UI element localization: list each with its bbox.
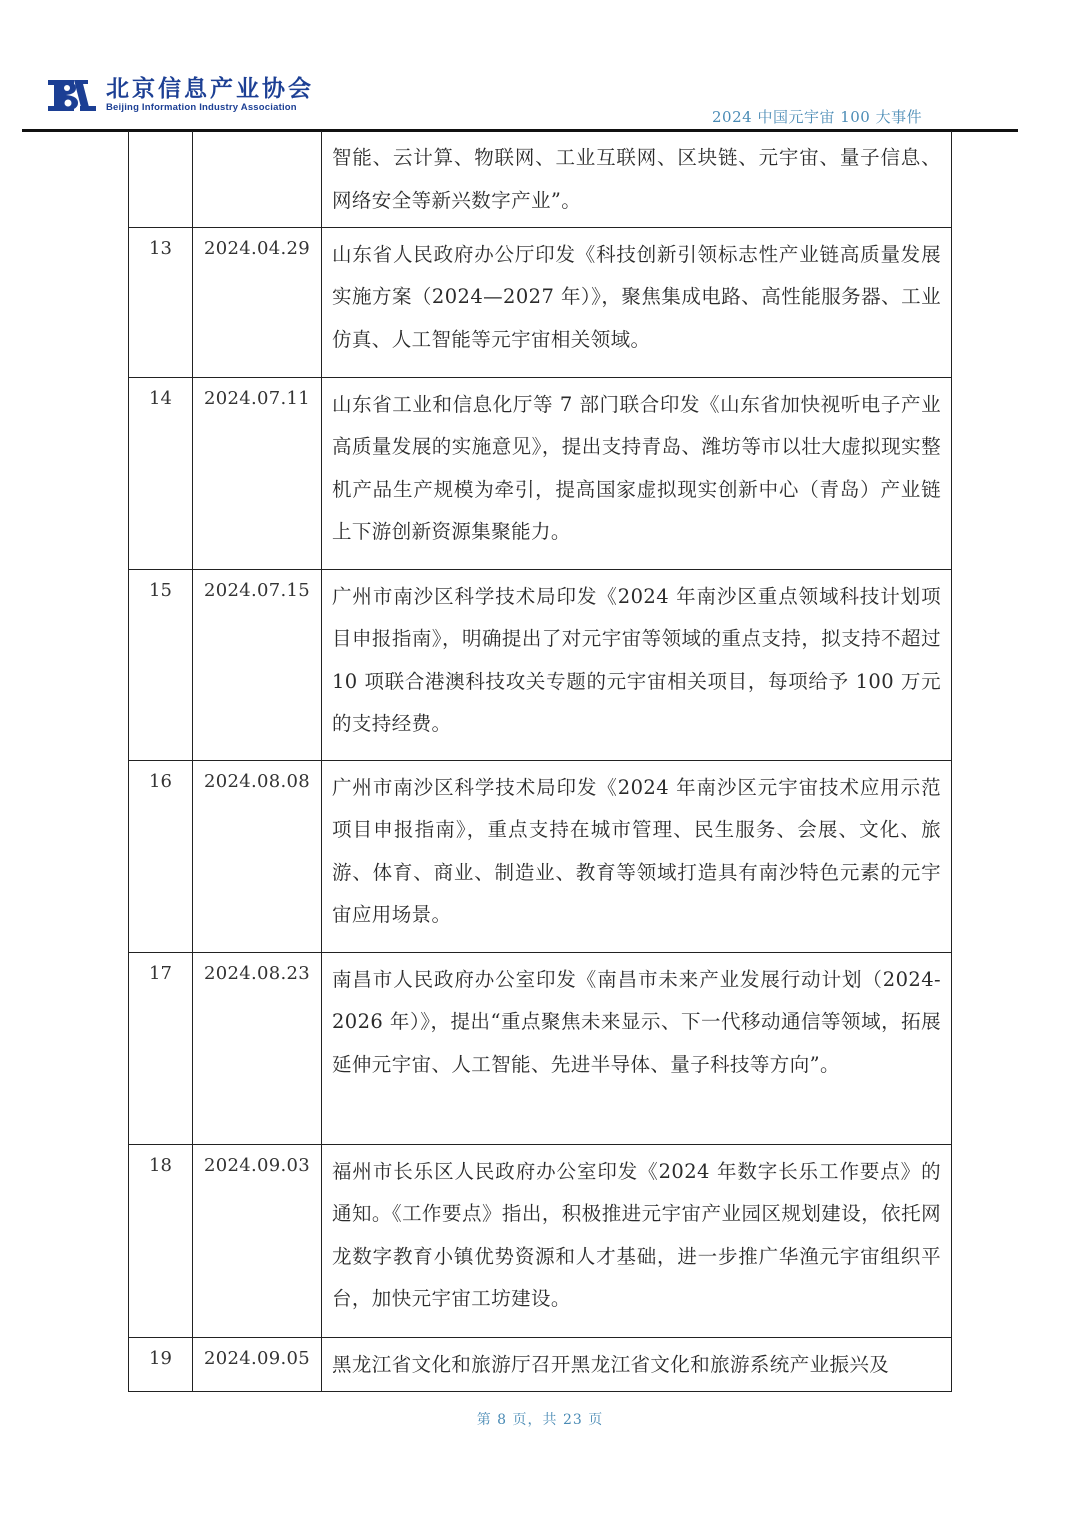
table-row bbox=[129, 952, 952, 1144]
event-description: 黑龙江省文化和旅游厅召开黑龙江省文化和旅游系统产业振兴及 bbox=[322, 1337, 952, 1391]
table-row bbox=[129, 569, 952, 760]
org-logo bbox=[48, 76, 314, 114]
event-description: 南昌市人民政府办公室印发《南昌市未来产业发展行动计划（2024-2026 年）》，提出“重点聚焦未来显示、下一代移动通信等领域，拓展延伸元宇宙、人工智能、先进半导体、量子科技等方向”。 bbox=[322, 952, 952, 1144]
org-name-cn: 北京信息产业协会 bbox=[106, 76, 314, 102]
event-date: 2024.07.15 bbox=[193, 569, 322, 760]
event-number: 15 bbox=[129, 569, 193, 760]
event-number: 17 bbox=[129, 952, 193, 1144]
table-row bbox=[129, 1144, 952, 1337]
event-description: 智能、云计算、物联网、工业互联网、区块链、元宇宙、量子信息、网络安全等新兴数字产业”。 bbox=[322, 131, 952, 227]
table-row bbox=[129, 377, 952, 569]
event-date: 2024.08.08 bbox=[193, 760, 322, 952]
event-number: 16 bbox=[129, 760, 193, 952]
event-number: 13 bbox=[129, 227, 193, 377]
table-row bbox=[129, 131, 952, 227]
event-date: 2024.09.03 bbox=[193, 1144, 322, 1337]
event-number bbox=[129, 131, 193, 227]
event-number: 19 bbox=[129, 1337, 193, 1391]
org-name-en: Beijing Information Industry Association bbox=[106, 102, 297, 113]
event-description: 广州市南沙区科学技术局印发《2024 年南沙区元宇宙技术应用示范项目申报指南》，重点支持在城市管理、民生服务、会展、文化、旅游、体育、商业、制造业、教育等领域打造具有南沙特色元素的元宇宙应用场景。 bbox=[322, 760, 952, 952]
event-number: 18 bbox=[129, 1144, 193, 1337]
event-description: 广州市南沙区科学技术局印发《2024 年南沙区重点领域科技计划项目申报指南》，明确提出了对元宇宙等领域的重点支持，拟支持不超过 10 项联合港澳科技攻关专题的元宇宙相关项目，每项给予 100 万元的支持经费。 bbox=[322, 569, 952, 760]
table-row bbox=[129, 1337, 952, 1391]
event-description: 福州市长乐区人民政府办公室印发《2024 年数字长乐工作要点》的通知。《工作要点》指出，积极推进元宇宙产业园区规划建设，依托网龙数字教育小镇优势资源和人才基础，进一步推广华渔元宇宙组织平台，加快元宇宙工坊建设。 bbox=[322, 1144, 952, 1337]
event-number: 14 bbox=[129, 377, 193, 569]
page-header bbox=[0, 0, 1080, 132]
table-row bbox=[129, 227, 952, 377]
event-date: 2024.07.11 bbox=[193, 377, 322, 569]
page-number: 第 8 页，共 23 页 bbox=[476, 1412, 604, 1428]
event-date bbox=[193, 131, 322, 227]
document-title: 2024 中国元宇宙 100 大事件 bbox=[712, 108, 923, 126]
events-table bbox=[128, 131, 952, 1392]
event-description: 山东省人民政府办公厅印发《科技创新引领标志性产业链高质量发展实施方案（2024—2027 年）》，聚焦集成电路、高性能服务器、工业仿真、人工智能等元宇宙相关领域。 bbox=[322, 227, 952, 377]
event-date: 2024.04.29 bbox=[193, 227, 322, 377]
page-footer bbox=[0, 1409, 1080, 1429]
table-row bbox=[129, 760, 952, 952]
event-date: 2024.09.05 bbox=[193, 1337, 322, 1391]
event-description: 山东省工业和信息化厅等 7 部门联合印发《山东省加快视听电子产业高质量发展的实施意见》，提出支持青岛、潍坊等市以壮大虚拟现实整机产品生产规模为牵引，提高国家虚拟现实创新中心（青岛）产业链上下游创新资源集聚能力。 bbox=[322, 377, 952, 569]
bi-logo-icon bbox=[48, 78, 98, 112]
event-date: 2024.08.23 bbox=[193, 952, 322, 1144]
